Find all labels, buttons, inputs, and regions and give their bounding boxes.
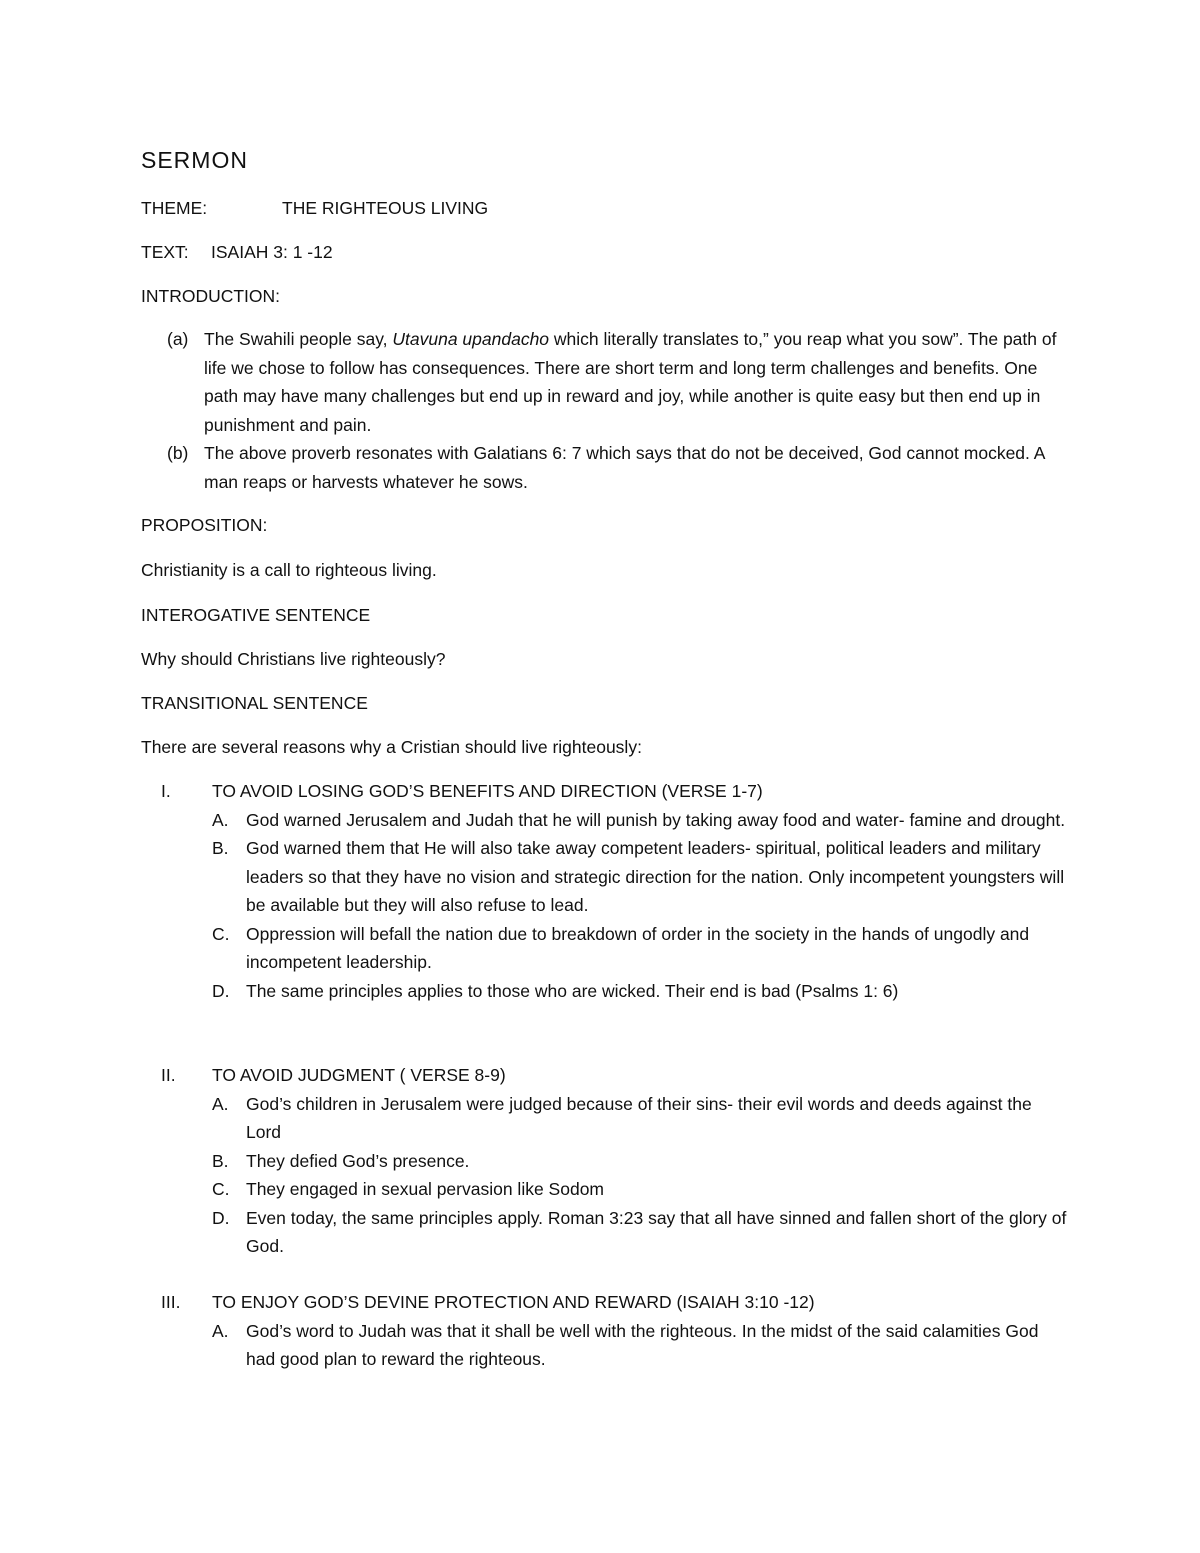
section-3	[141, 1288, 1071, 1374]
point-marker: A.	[212, 809, 229, 830]
section-title: TO AVOID LOSING GOD’S BENEFITS AND DIRECTION (VERSE 1-7)	[212, 781, 763, 801]
interrogative-text: Why should Christians live righteously?	[141, 649, 446, 669]
point-marker: C.	[212, 1179, 230, 1199]
list-item	[141, 1175, 1071, 1204]
transitional-text: There are several reasons why a Cristian should live righteously:	[141, 737, 642, 757]
point-marker: A.	[212, 1320, 229, 1341]
point-text: Oppression will befall the nation due to breakdown of order in the society in the hands of ungodly and incompetent leadership.	[246, 923, 1030, 972]
interrogative-heading: INTEROGATIVE SENTENCE	[141, 605, 371, 625]
point-text: God warned Jerusalem and Judah that he will punish by taking away food and water- famine and drought.	[246, 809, 1066, 830]
introduction-heading: INTRODUCTION:	[141, 286, 281, 306]
list-item	[141, 1204, 1071, 1261]
transitional-heading: TRANSITIONAL SENTENCE	[141, 693, 368, 713]
point-marker: D.	[212, 1207, 230, 1228]
point-text: They engaged in sexual pervasion like Sodom	[246, 1179, 604, 1199]
list-item	[141, 1090, 1071, 1147]
point-text: They defied God’s presence.	[246, 1150, 470, 1171]
theme-line	[141, 194, 1060, 223]
text-value: ISAIAH 3: 1 -12	[211, 242, 333, 262]
intro-text-prefix: The above proverb resonates with Galatians 6: 7 which says that do not be deceived, God cannot mocked. A man reaps or harvests whatever he sows.	[204, 443, 1045, 492]
point-text: God’s children in Jerusalem were judged because of their sins- their evil words and deeds against the Lord	[246, 1093, 1032, 1142]
section-title: TO ENJOY GOD’S DEVINE PROTECTION AND REWARD (ISAIAH 3:10 -12)	[212, 1292, 815, 1312]
section-heading	[141, 777, 1071, 806]
text-label: TEXT:	[141, 242, 189, 262]
intro-text-prefix: The Swahili people say,	[204, 329, 393, 349]
list-item	[141, 834, 1071, 920]
swahili-proverb: Utavuna upandacho	[392, 329, 550, 349]
theme-label: THEME:	[141, 198, 208, 218]
section-heading	[141, 1061, 1071, 1090]
section-2	[141, 1061, 1071, 1261]
section-title: TO AVOID JUDGMENT ( VERSE 8-9)	[212, 1065, 506, 1085]
section-1	[141, 777, 1071, 1005]
section-number: II.	[161, 1065, 176, 1085]
section-number: I.	[161, 781, 171, 801]
list-item	[141, 1147, 1071, 1176]
section-points	[141, 1090, 1071, 1261]
point-marker: D.	[212, 980, 230, 1001]
introduction-list	[141, 325, 1071, 496]
list-item	[141, 1317, 1071, 1374]
text-line	[141, 238, 1060, 267]
point-text: God’s word to Judah was that it shall be well with the righteous. In the midst of the said calamities God had good plan to reward the righteous.	[246, 1320, 1039, 1369]
point-text: The same principles applies to those who are wicked. Their end is bad (Psalms 1: 6)	[246, 980, 899, 1001]
section-number: III.	[161, 1292, 181, 1312]
point-marker: B.	[212, 838, 229, 858]
introduction-item-a	[141, 325, 1071, 439]
document-title: SERMON	[141, 147, 248, 173]
section-heading	[141, 1288, 1071, 1317]
introduction-item-b	[141, 439, 1071, 496]
point-marker: A.	[212, 1093, 229, 1114]
point-text: Even today, the same principles apply. Roman 3:23 say that all have sinned and fallen short of the glory of God.	[246, 1207, 1067, 1256]
list-marker: (a)	[167, 329, 189, 349]
theme-value: THE RIGHTEOUS LIVING	[282, 198, 489, 218]
list-item	[141, 806, 1071, 835]
intro-text-suffix: which literally translates to,” you reap what you sow”. The path of life we chose to follow has consequences. There are short term and long term challenges and benefits. One path may have many challenges but end up in reward and joy, while another is quite easy but then end up in punishment and pain.	[204, 329, 1057, 435]
proposition-text: Christianity is a call to righteous living.	[141, 560, 437, 580]
list-marker: (b)	[167, 443, 189, 463]
list-item	[141, 920, 1071, 977]
list-item	[141, 977, 1071, 1006]
section-points	[141, 1317, 1071, 1374]
point-marker: C.	[212, 923, 230, 944]
point-marker: B.	[212, 1150, 229, 1171]
proposition-heading: PROPOSITION:	[141, 515, 268, 535]
point-text: God warned them that He will also take away competent leaders- spiritual, political leaders and military leaders so that they have no vision and strategic direction for the nation. Only incompetent youngsters will be available but they will also refuse to lead.	[246, 838, 1065, 915]
section-points	[141, 806, 1071, 1006]
